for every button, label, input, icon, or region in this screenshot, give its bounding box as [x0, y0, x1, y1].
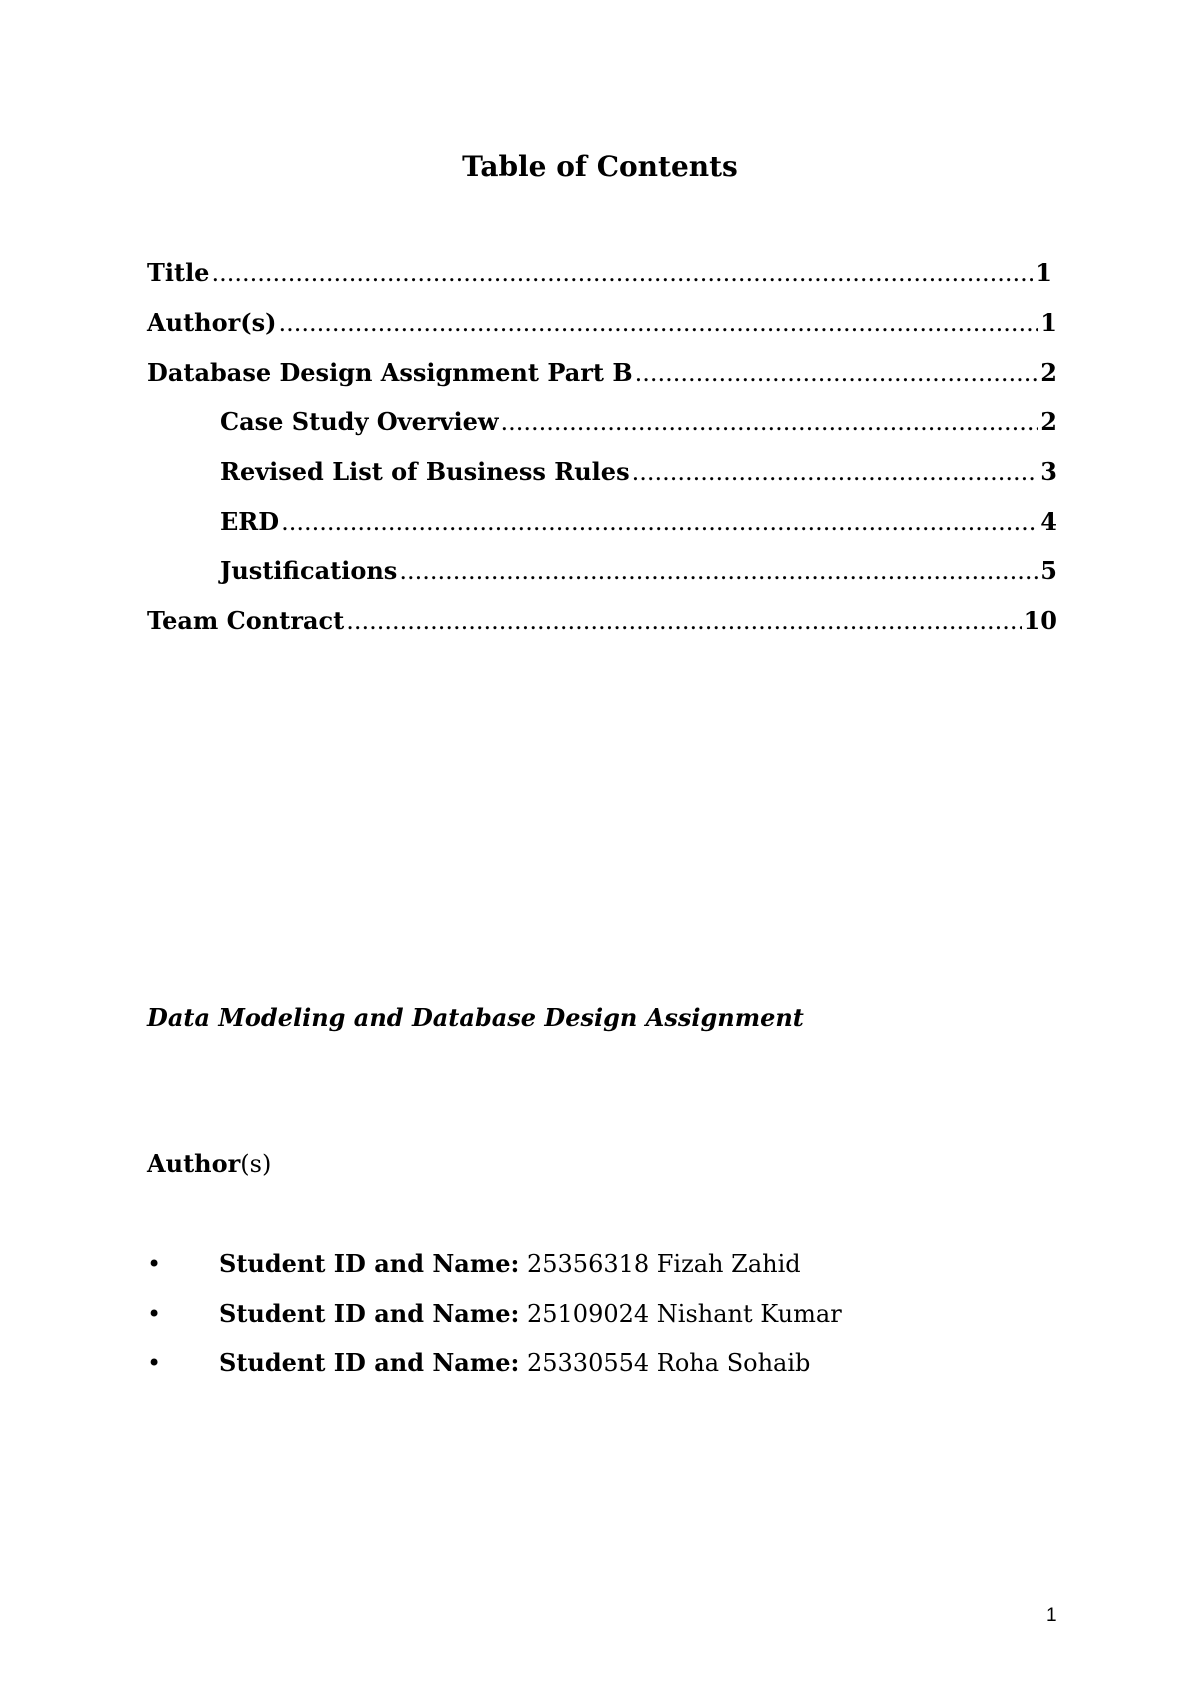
toc-entry-label: Author(s) — [147, 308, 277, 337]
toc-entry-page: 2 — [1040, 358, 1057, 387]
student-list-item — [147, 1299, 842, 1328]
toc-entry-page: 3 — [1040, 457, 1057, 486]
bullet-icon: • — [147, 1250, 162, 1278]
toc-entry-label: Title — [147, 258, 210, 287]
toc-entry-erd[interactable] — [220, 507, 1057, 536]
toc-leader-dots — [635, 359, 1039, 387]
toc-entry-label: Justifications — [220, 556, 398, 585]
toc-entry-authors[interactable] — [147, 308, 1057, 337]
toc-entry-label: Case Study Overview — [220, 407, 499, 436]
toc-entry-label: Revised List of Business Rules — [220, 457, 630, 486]
toc-leader-dots — [501, 408, 1039, 436]
toc-entry-page: 1 — [1040, 308, 1057, 337]
page-number: 1 — [1046, 1605, 1057, 1626]
authors-heading-text: Author — [147, 1149, 241, 1178]
toc-leader-dots — [346, 607, 1021, 635]
toc-entry-label: ERD — [220, 507, 280, 536]
toc-leader-dots — [278, 309, 1038, 337]
student-value: 25109024 Nishant Kumar — [519, 1300, 842, 1328]
toc-entry-business-rules[interactable] — [220, 457, 1057, 486]
authors-heading-suffix: (s) — [240, 1150, 272, 1178]
toc-leader-dots — [281, 508, 1038, 536]
student-label: Student ID and Name: — [219, 1249, 520, 1278]
toc-leader-dots — [632, 458, 1039, 486]
authors-heading — [147, 1149, 271, 1178]
assignment-subtitle: Data Modeling and Database Design Assignment — [147, 1003, 804, 1032]
student-list-item — [147, 1249, 801, 1278]
toc-entry-title[interactable] — [147, 258, 1052, 287]
toc-entry-page: 10 — [1023, 606, 1057, 635]
toc-entry-label: Team Contract — [147, 606, 345, 635]
toc-entry-label: Database Design Assignment Part B — [147, 358, 633, 387]
student-value: 25330554 Roha Sohaib — [519, 1349, 811, 1377]
toc-entry-page: 2 — [1040, 407, 1057, 436]
student-label: Student ID and Name: — [219, 1348, 520, 1377]
toc-entry-team-contract[interactable] — [147, 606, 1057, 635]
toc-leader-dots — [211, 259, 1033, 287]
toc-entry-part-b[interactable] — [147, 358, 1057, 387]
toc-entry-page: 4 — [1040, 507, 1057, 536]
student-value: 25356318 Fizah Zahid — [519, 1250, 801, 1278]
student-list-item — [147, 1348, 810, 1377]
toc-entry-case-study[interactable] — [220, 407, 1057, 436]
toc-entry-page: 5 — [1040, 556, 1057, 585]
toc-entry-justifications[interactable] — [220, 556, 1057, 585]
bullet-icon: • — [147, 1349, 162, 1377]
toc-entry-page: 1 — [1035, 258, 1052, 287]
student-label: Student ID and Name: — [219, 1299, 520, 1328]
toc-leader-dots — [399, 557, 1038, 585]
bullet-icon: • — [147, 1300, 162, 1328]
toc-title: Table of Contents — [462, 150, 738, 183]
